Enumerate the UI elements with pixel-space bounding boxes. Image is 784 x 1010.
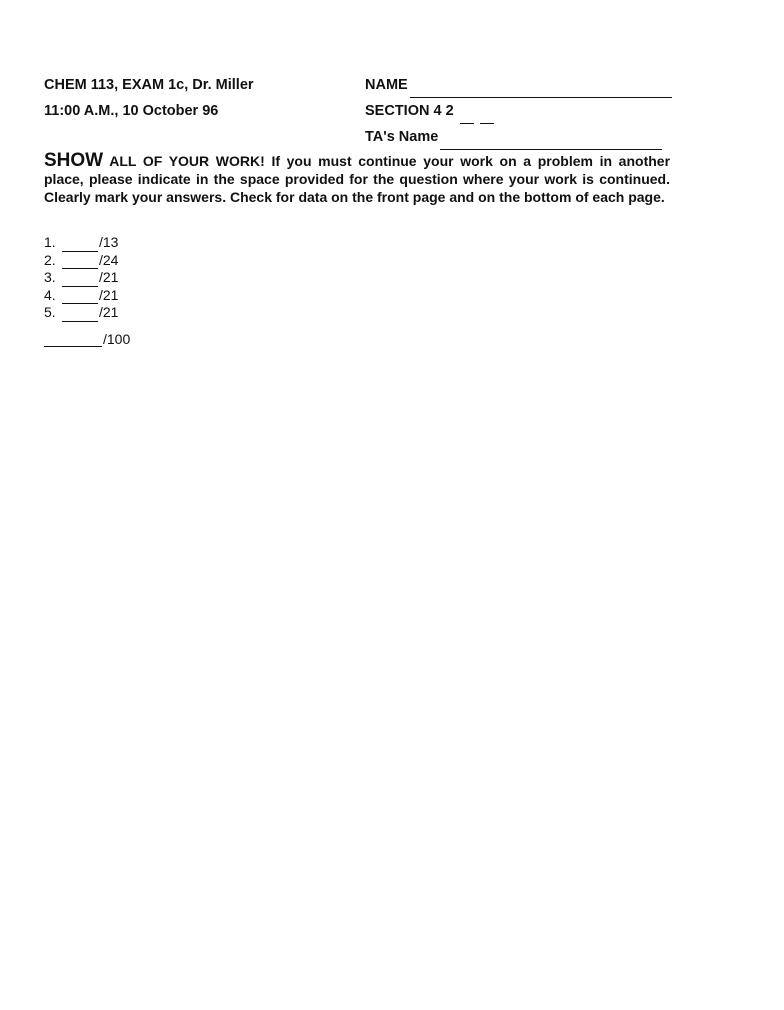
question-max: /21 [99,286,119,303]
section-label: SECTION 4 2 [365,103,454,119]
name-label: NAME [365,77,408,93]
section-blank-1[interactable] [460,109,474,124]
question-number: 5. [44,304,56,320]
exam-instructions [44,152,670,206]
student-info-fields [365,72,672,150]
all-work-text: ALL OF YOUR WORK! [109,153,265,169]
ta-name-label: TA's Name [365,129,439,145]
score-blank[interactable] [62,255,98,269]
score-blank[interactable] [62,238,98,252]
exam-info [44,72,254,124]
question-number: 1. [44,234,56,250]
section-field[interactable] [365,98,672,124]
question-max: /24 [99,251,119,268]
question-max: /21 [99,269,119,285]
time-line: 11:00 A.M., 10 October 96 [44,103,219,119]
score-row [44,269,118,287]
score-row [44,287,118,305]
question-number: 2. [44,251,56,268]
instructions-body: If you must continue your work on a problem in another place, please indicate in the space provided for the question where your work is continued. Clearly mark your answers. Check for data on the front page and on the bottom of each page. [44,153,671,205]
score-blank[interactable] [62,273,98,287]
question-number: 3. [44,269,56,285]
score-row [44,234,118,252]
name-field[interactable] [365,72,672,98]
total-score [44,331,130,347]
total-max: /100 [103,331,131,347]
score-table [44,234,118,322]
course-line: CHEM 113, EXAM 1c, Dr. Miller [44,77,254,93]
ta-name-field[interactable] [365,124,672,150]
score-blank[interactable] [62,290,98,304]
section-blank-2[interactable] [480,109,494,124]
score-row [44,304,118,322]
question-number: 4. [44,286,56,303]
show-heading: SHOW [44,150,104,171]
score-blank[interactable] [62,308,98,322]
name-blank[interactable] [410,83,672,98]
ta-name-blank[interactable] [440,135,662,150]
question-max: /21 [99,304,119,320]
score-row [44,252,118,270]
total-blank[interactable] [44,333,102,347]
question-max: /13 [99,234,119,250]
